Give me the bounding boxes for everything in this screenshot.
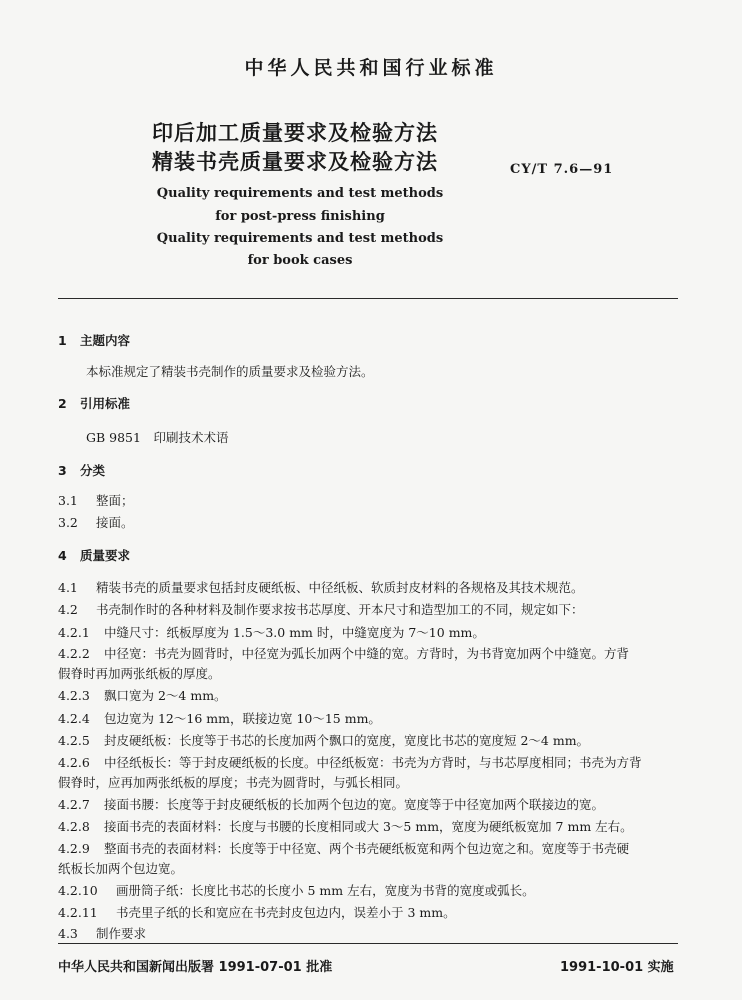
clause-4-2-9-continued: 纸板长加两个包边宽。: [58, 861, 184, 876]
clause-3-2: [58, 515, 688, 531]
clause-4-2-6-continued: 假脊时，应再加两张纸板的厚度；书壳为圆背时，与弧长相同。: [58, 775, 409, 790]
section-number: 2: [58, 396, 67, 411]
clause-text: 封皮硬纸板：长度等于书芯的长度加两个飘口的宽度，宽度比书芯的宽度短 2～4 mm。: [104, 733, 590, 748]
section-title: 主题内容: [80, 333, 131, 348]
header-divider: [58, 298, 678, 299]
section-4-heading: [58, 548, 688, 564]
section-title: 质量要求: [80, 548, 131, 563]
clause-4-2-2: [58, 646, 688, 662]
clause-4-2-9: [58, 841, 688, 857]
section-number: 1: [58, 333, 67, 348]
clause-number: 4.2.1: [58, 625, 90, 640]
clause-number: 3.1: [58, 493, 78, 508]
clause-text: 中缝尺寸：纸板厚度为 1.5～3.0 mm 时，中缝宽度为 7～10 mm。: [104, 625, 485, 640]
clause-number: 3.2: [58, 515, 78, 530]
clause-text: 画册筒子纸：长度比书芯的长度小 5 mm 左右，宽度为书背的宽度或弧长。: [116, 883, 535, 898]
section-1-heading: [58, 333, 688, 349]
clause-number: 4.2.8: [58, 819, 90, 834]
clause-4-3: [58, 926, 688, 942]
clause-text: 整面；: [96, 493, 134, 508]
section-2-heading: [58, 396, 688, 412]
clause-number: 4.2.10: [58, 883, 98, 898]
clause-4-1: [58, 580, 688, 596]
title-cn-line-2: 精装书壳质量要求及检验方法: [152, 150, 438, 174]
effective-date: 1991-10-01 实施: [560, 960, 674, 975]
section-title: 分类: [80, 463, 106, 478]
clause-4-2-5: [58, 733, 688, 749]
clause-number: 4.2.9: [58, 841, 90, 856]
section-number: 4: [58, 548, 67, 563]
section-title: 引用标准: [80, 396, 131, 411]
footer-divider: [58, 943, 678, 944]
clause-number: 4.2.3: [58, 688, 90, 703]
section-number: 3: [58, 463, 67, 478]
clause-4-2-6: [58, 755, 688, 771]
clause-number: 4.2.6: [58, 755, 90, 770]
clause-text: 接面。: [96, 515, 134, 530]
standard-type-heading: 中华人民共和国行业标准: [244, 57, 498, 79]
section-3-heading: [58, 463, 688, 479]
clause-4-2-10: [58, 883, 688, 899]
clause-4-2-4: [58, 711, 688, 727]
section-1-text: 本标准规定了精装书壳制作的质量要求及检验方法。: [86, 364, 374, 379]
clause-text: 接面书腰：长度等于封皮硬纸板的长加两个包边的宽。宽度等于中径宽加两个联接边的宽。: [104, 797, 605, 812]
clause-4-2: [58, 602, 688, 618]
clause-number: 4.3: [58, 926, 78, 941]
clause-number: 4.2.2: [58, 646, 90, 661]
title-en-line-4: for book cases: [247, 253, 353, 268]
clause-number: 4.2.5: [58, 733, 90, 748]
clause-3-1: [58, 493, 688, 509]
section-2-text: GB 9851 印刷技术术语: [86, 430, 229, 445]
clause-4-2-1: [58, 625, 688, 641]
clause-4-2-8: [58, 819, 688, 835]
title-en-line-2: for post-press finishing: [215, 209, 385, 224]
clause-text: 书壳制作时的各种材料及制作要求按书芯厚度、开本尺寸和造型加工的不同，规定如下：: [96, 602, 584, 617]
clause-number: 4.1: [58, 580, 78, 595]
clause-text: 包边宽为 12～16 mm，联接边宽 10～15 mm。: [104, 711, 381, 726]
title-en-line-1: Quality requirements and test methods: [156, 186, 444, 201]
clause-text: 飘口宽为 2～4 mm。: [104, 688, 227, 703]
clause-number: 4.2: [58, 602, 78, 617]
approval-note: 中华人民共和国新闻出版署 1991-07-01 批准: [58, 960, 333, 975]
clause-text: 书壳里子纸的长和宽应在书壳封皮包边内，误差小于 3 mm。: [116, 905, 456, 920]
clause-4-2-7: [58, 797, 688, 813]
clause-number: 4.2.4: [58, 711, 90, 726]
clause-number: 4.2.11: [58, 905, 98, 920]
clause-text: 中径宽：书壳为圆背时，中径宽为弧长加两个中缝的宽。方背时，为书背宽加两个中缝宽。方背: [104, 646, 630, 661]
clause-text: 接面书壳的表面材料：长度与书腰的长度相同或大 3～5 mm，宽度为硬纸板宽加 7 mm 左右。: [104, 819, 633, 834]
clause-text: 整面书壳的表面材料：长度等于中径宽、两个书壳硬纸板宽和两个包边宽之和。宽度等于书壳硬: [104, 841, 630, 856]
clause-text: 制作要求: [96, 926, 147, 941]
clause-text: 中径纸板长：等于封皮硬纸板的长度。中径纸板宽：书壳为方背时，与书芯厚度相同；书壳为方背: [104, 755, 642, 770]
title-en-line-3: Quality requirements and test methods: [156, 231, 444, 246]
clause-4-2-3: [58, 688, 688, 704]
title-cn-line-1: 印后加工质量要求及检验方法: [152, 121, 438, 145]
clause-4-2-2-continued: 假脊时再加两张纸板的厚度。: [58, 666, 221, 681]
clause-4-2-11: [58, 905, 688, 921]
clause-number: 4.2.7: [58, 797, 90, 812]
clause-text: 精装书壳的质量要求包括封皮硬纸板、中径纸板、软质封皮材料的各规格及其技术规范。: [96, 580, 584, 595]
standard-code: CY/T 7.6—91: [510, 162, 614, 177]
